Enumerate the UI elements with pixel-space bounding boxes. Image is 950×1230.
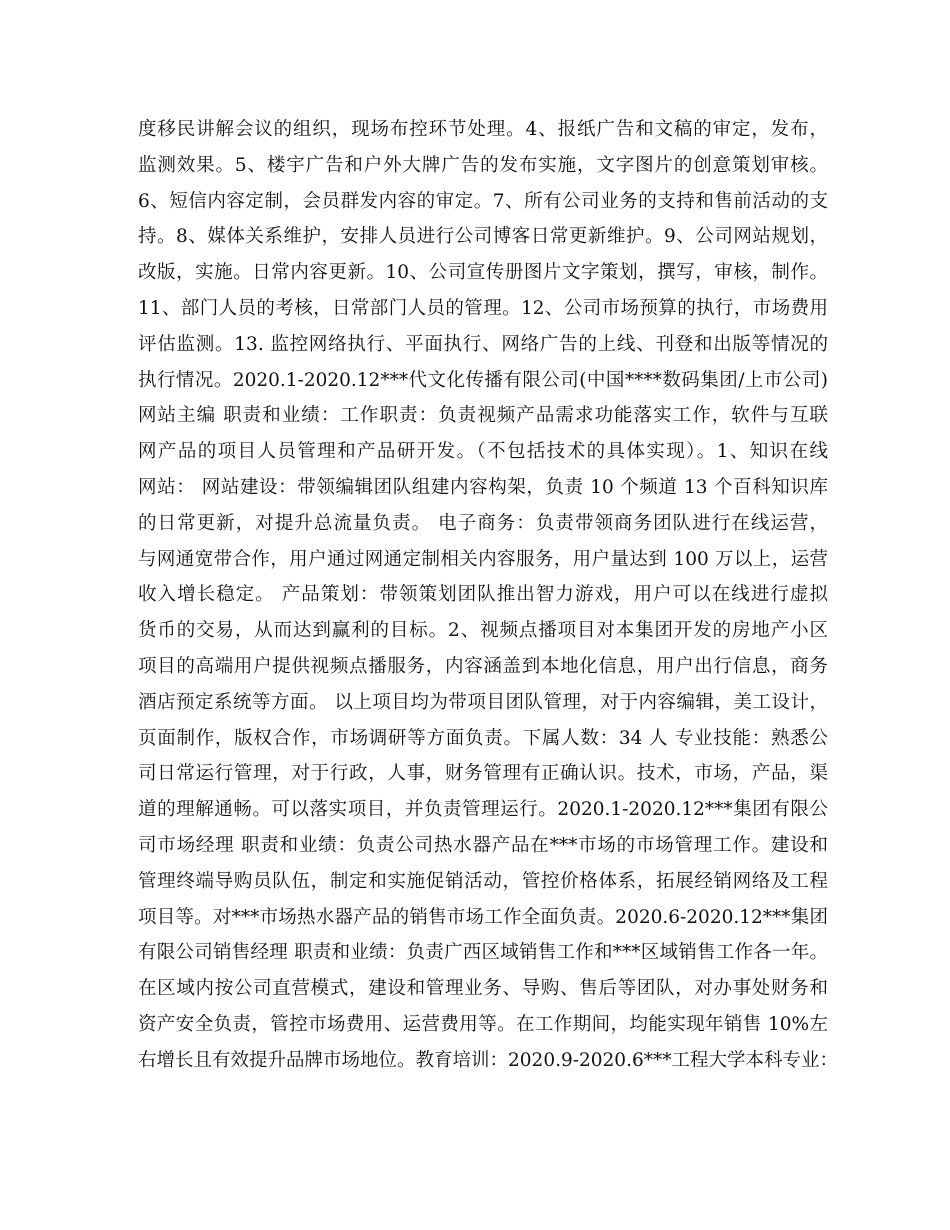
- text-line: 收入增长稳定。 产品策划：带领策划团队推出智力游戏，用户可以在线进行虚拟: [138, 584, 828, 606]
- text-line: 有限公司销售经理 职责和业绩：负责广西区域销售工作和***区域销售工作各一年。: [138, 942, 828, 964]
- text-line: 页面制作，版权合作，市场调研等方面负责。下属人数：34 人 专业技能：熟悉公: [138, 727, 828, 749]
- text-line: 项目的高端用户提供视频点播服务，内容涵盖到本地化信息，用户出行信息，商务: [138, 655, 828, 677]
- text-line: 网站主编 职责和业绩：工作职责：负责视频产品需求功能落实工作，软件与互联: [138, 405, 828, 427]
- text-line: 酒店预定系统等方面。 以上项目均为带项目团队管理，对于内容编辑，美工设计，: [138, 691, 828, 713]
- text-line: 司市场经理 职责和业绩：负责公司热水器产品在***市场的市场管理工作。建设和: [138, 834, 828, 856]
- resume-body-text: [138, 112, 838, 1079]
- text-line: 监测效果。5、楼宇广告和户外大牌广告的发布实施，文字图片的创意策划审核。: [138, 154, 828, 176]
- text-line: 道的理解通畅。可以落实项目，并负责管理运行。2020.1-2020.12***集团有限公: [138, 799, 828, 821]
- text-line: 与网通宽带合作，用户通过网通定制相关内容服务，用户量达到 100 万以上，运营: [138, 548, 828, 570]
- text-line: 的日常更新，对提升总流量负责。 电子商务：负责带领商务团队进行在线运营，: [138, 512, 828, 534]
- text-line: 管理终端导购员队伍，制定和实施促销活动，管控价格体系，拓展经销网络及工程: [138, 870, 828, 892]
- text-line: 司日常运行管理，对于行政，人事，财务管理有正确认识。技术，市场，产品，渠: [138, 763, 828, 785]
- text-line: 资产安全负责，管控市场费用、运营费用等。在工作期间，均能实现年销售 10%左: [138, 1013, 828, 1035]
- text-line: 执行情况。2020.1-2020.12***代文化传播有限公司(中国****数码集团/上市公司): [138, 369, 828, 391]
- text-line: 网站： 网站建设：带领编辑团队组建内容构架，负责 10 个频道 13 个百科知识库: [138, 476, 828, 498]
- text-line: 网产品的项目人员管理和产品研开发。（不包括技术的具体实现）。1、知识在线: [138, 441, 828, 463]
- text-line: 项目等。对***市场热水器产品的销售市场工作全面负责。2020.6-2020.12***集团: [138, 906, 828, 928]
- text-line: 度移民讲解会议的组织，现场布控环节处理。4、报纸广告和文稿的审定，发布，: [138, 119, 828, 140]
- text-line: 持。8、媒体关系维护，安排人员进行公司博客日常更新维护。9、公司网站规划，: [138, 226, 828, 248]
- text-line: 在区域内按公司直营模式，建设和管理业务、导购、售后等团队，对办事处财务和: [138, 978, 828, 1000]
- text-line: 评估监测。13. 监控网络执行、平面执行、网络广告的上线、刊登和出版等情况的: [138, 333, 828, 355]
- text-line: 11、部门人员的考核，日常部门人员的管理。12、公司市场预算的执行，市场费用: [138, 297, 828, 319]
- text-line: 6、短信内容定制，会员群发内容的审定。7、所有公司业务的支持和售前活动的支: [138, 190, 828, 212]
- text-line: 货币的交易，从而达到赢利的目标。2、视频点播项目对本集团开发的房地产小区: [138, 620, 828, 642]
- text-line: 右增长且有效提升品牌市场地位。教育培训：2020.9-2020.6***工程大学本科专业：: [138, 1049, 838, 1071]
- text-line: 改版，实施。日常内容更新。10、公司宣传册图片文字策划，撰写，审核，制作。: [138, 262, 828, 284]
